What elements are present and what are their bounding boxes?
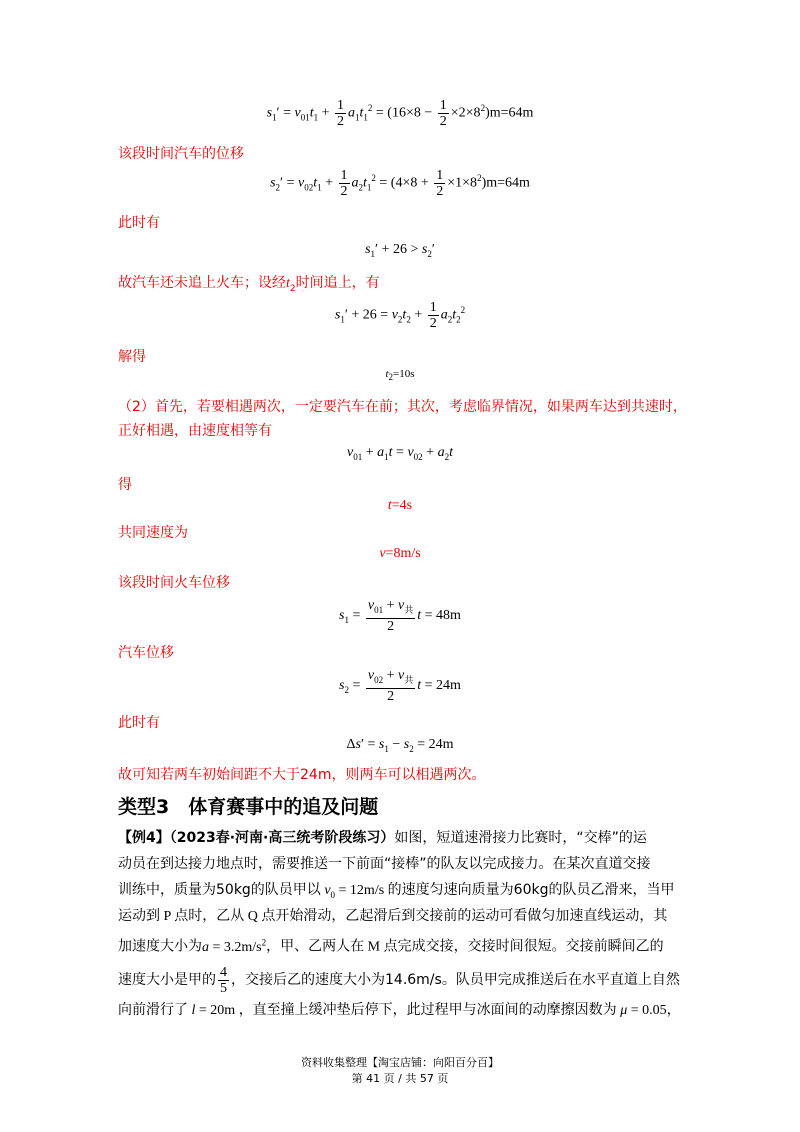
- text-line-2: 此时有: [118, 215, 160, 231]
- equation-s1-prime: $s_1' = v_{01}t_1$ + $\frac{1}{2}$ $a_1t_1^2 = (16\times 8$ − $\frac{1}{2}$ $\times 2\times 8^2)m=64m$: [266, 98, 534, 129]
- footer-source: 资料收集整理【淘宝店铺：向阳百分百】: [301, 1056, 499, 1069]
- text-line-9: 该段时间火车位移: [118, 575, 230, 591]
- text-line-4: 解得: [118, 349, 146, 365]
- text-line-1: 该段时间汽车的位移: [118, 146, 244, 162]
- equation-equal-speed: $v_{01} + a_1t = v_{02} + a_2t$: [347, 445, 453, 462]
- text-line-11: 此时有: [118, 715, 160, 731]
- example-paragraph: 【例4】（2023春·河南·高三统考阶段练习）如图，短道速滑接力比赛时，“交棒”的运 动员在到达接力地点时，需要推送一下前面“接棒”的队友以完成接力。在某次直道交接 训练中，质量为50kg的队员甲以 $v_0 = 12m/s$ 的速度匀速向质量为60kg的队员乙滑来，当甲 运动到 P 点时，乙从 Q 点开始滑动，乙起滑后到交接前的运动可看做匀加速直线运动，其 加速度大小为$a = 3.2m/s^2$，甲、乙两人在 M 点完成交接，交接时间很短。交接前瞬间乙的 速度大小是甲的 $\frac{4}{5}$ ，交接后乙的速度大小为14.6m/s。队员甲完成推送后在水平直道上自然 向前滑行了 l = 20m ，直至撞上缓冲垫后停下，此过程甲与冰面间的动摩擦因数为 μ = 0.05，: [118, 830, 681, 1018]
- text-line-10: 汽车位移: [118, 645, 174, 661]
- text-line-3: 故汽车还未追上火车；设经$t_2$时间追上，有: [118, 275, 380, 294]
- equation-s2: $s_2$ = $\frac{v_{02} + v_共}{2}$ t = 24m: [339, 668, 461, 704]
- equation-catch-up: $s_1' + 26 = v_2t_2$ + $\frac{1}{2}$ $a_2t_2^2$: [334, 300, 466, 331]
- answer-t: t=4s: [387, 498, 413, 513]
- text-line-7: 得: [118, 477, 132, 493]
- text-line-12: 故可知若两车初始间距不大于24m，则两车可以相遇两次。: [118, 767, 486, 783]
- section-heading: 类型3 体育赛事中的追及问题: [118, 796, 379, 818]
- equation-s1: $s_1$ = $\frac{v_{01} + v_共}{2}$ t = 48m: [339, 598, 461, 634]
- text-line-6: 正好相遇，由速度相等有: [118, 423, 272, 439]
- equation-t2-result: $t_2=10s$: [385, 368, 415, 383]
- equation-inequality: $s_1' + 26 > s_2'$: [365, 242, 435, 259]
- equation-delta-s: $\Delta s' = s_1 - s_2 = 24m$: [346, 737, 454, 754]
- text-line-8: 共同速度为: [118, 525, 188, 541]
- equation-s2-prime: $s_2' = v_{02}t_1$ + $\frac{1}{2}$ $a_2t_1^2 = (4\times 8$ + $\frac{1}{2}$ $\times 1\times 8^2)m=64m$: [270, 168, 530, 199]
- text-line-5: （2）首先，若要相遇两次，一定要汽车在前；其次，考虑临界情况，如果两车达到共速时，: [118, 399, 687, 415]
- answer-v: v=8m/s: [379, 546, 421, 561]
- footer-page-number: 第 41 页 / 共 57 页: [351, 1072, 449, 1085]
